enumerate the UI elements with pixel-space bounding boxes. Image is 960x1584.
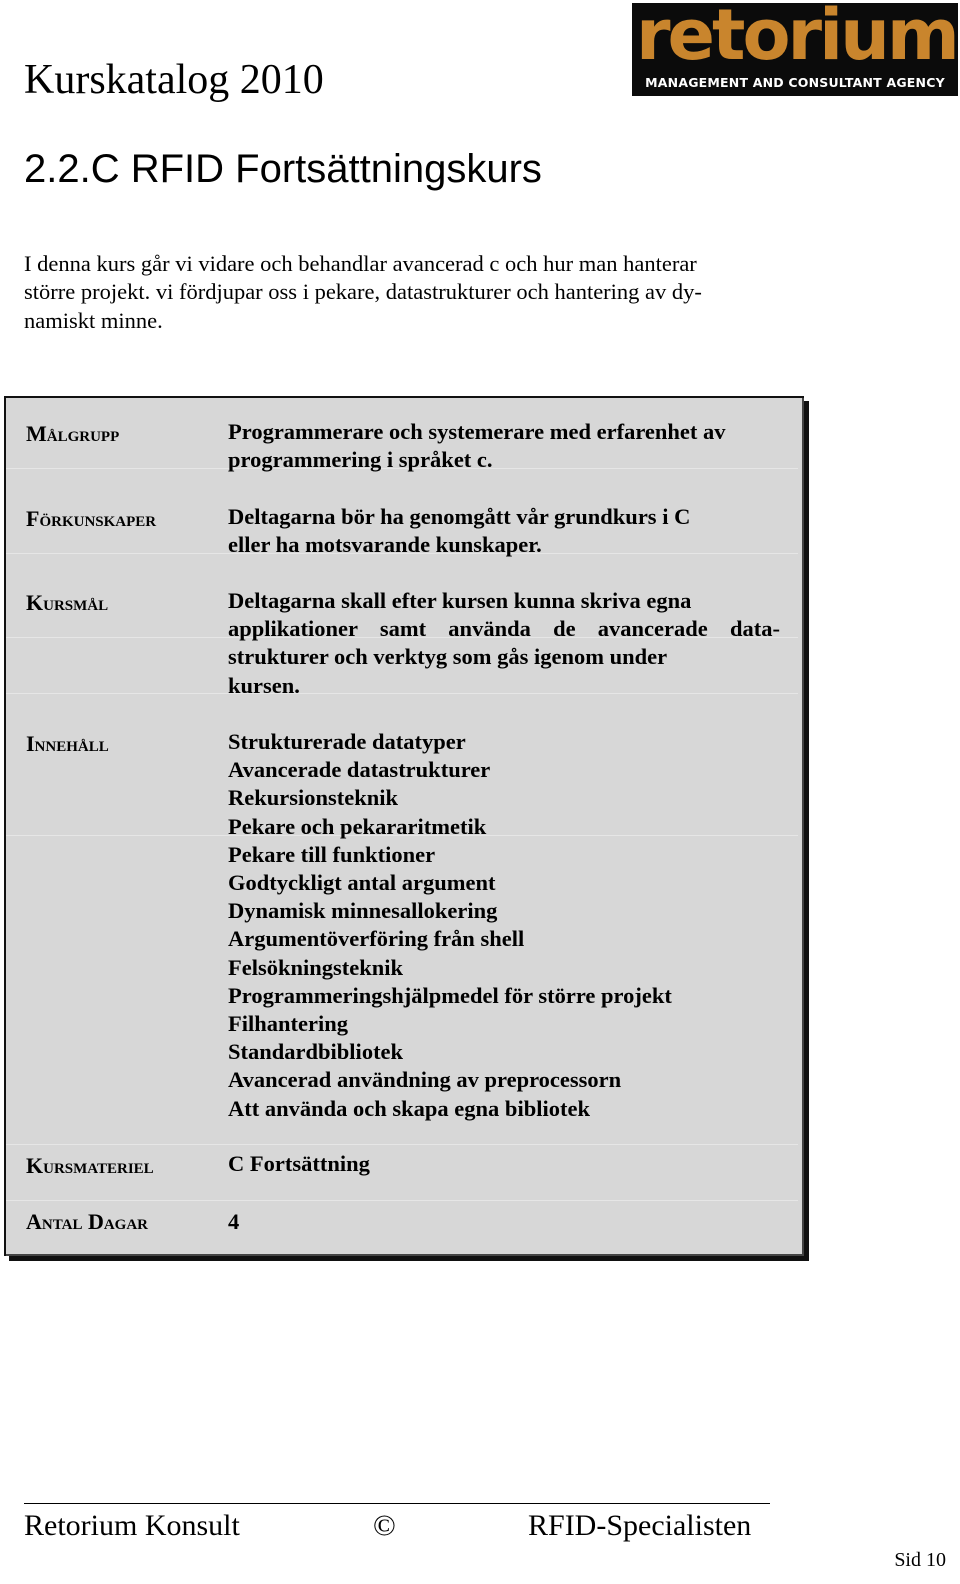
footer-company: Retorium Konsult bbox=[24, 1509, 240, 1542]
copyright-symbol: © bbox=[373, 1509, 396, 1542]
content-item: Godtyckligt antal argument bbox=[228, 870, 496, 896]
content-item: Standardbibliotek bbox=[228, 1039, 404, 1065]
content-item: Programmeringshjälpmedel för större projekt bbox=[228, 982, 672, 1008]
prerequisites-line: Deltagarna bör ha genomgått vår grundkurs i C bbox=[228, 504, 691, 529]
footer-divider bbox=[24, 1503, 770, 1504]
target-group-line: Programmerare och systemerare med erfarenhet av bbox=[228, 419, 726, 444]
intro-line: större projekt. vi fördjupar oss i pekare, datastrukturer och hantering av dy- bbox=[24, 279, 702, 305]
content-item: Felsökningsteknik bbox=[228, 954, 404, 980]
page-number: Sid 10 bbox=[894, 1549, 946, 1571]
content-item: Pekare och pekararitmetik bbox=[228, 813, 487, 839]
course-material-line: C Fortsättning bbox=[228, 1151, 370, 1176]
content-item: Dynamisk minnesallokering bbox=[228, 898, 498, 924]
section-heading: 2.2.C RFID Fortsättningskurs bbox=[24, 147, 542, 191]
number-of-days-value: 4 bbox=[228, 1209, 240, 1234]
prerequisites-value bbox=[228, 503, 780, 559]
content-item: Strukturerade datatyper bbox=[228, 729, 466, 754]
course-material-value bbox=[228, 1150, 780, 1178]
prerequisites-line: eller ha motsvarande kunskaper. bbox=[228, 532, 542, 558]
logo-wordmark: retorium bbox=[636, 0, 957, 76]
intro-line: namiskt minne. bbox=[24, 307, 163, 333]
content-label: Innehåll bbox=[26, 731, 109, 756]
course-goal-label: Kursmål bbox=[26, 590, 109, 615]
course-goal-line: strukturer och verktyg som gås igenom under bbox=[228, 644, 668, 670]
target-group-label: Målgrupp bbox=[26, 421, 120, 446]
course-material-label: Kursmateriel bbox=[26, 1153, 154, 1178]
logo-tagline: MANAGEMENT AND CONSULTANT AGENCY bbox=[645, 75, 945, 90]
content-item: Pekare till funktioner bbox=[228, 841, 436, 867]
retorium-logo bbox=[632, 0, 958, 96]
prerequisites-label: Förkunskaper bbox=[26, 506, 157, 531]
content-item: Filhantering bbox=[228, 1011, 349, 1037]
course-goal-value bbox=[228, 587, 780, 700]
content-item: Avancerade datastrukturer bbox=[228, 757, 491, 783]
catalog-title: Kurskatalog 2010 bbox=[24, 57, 324, 103]
target-group-value bbox=[228, 418, 780, 474]
content-item: Avancerad användning av preprocessorn bbox=[228, 1067, 622, 1093]
intro-line: I denna kurs går vi vidare och behandlar avancerad c och hur man hanterar bbox=[24, 251, 697, 276]
course-goal-line: applikationer samt använda de avancerade data- bbox=[228, 616, 780, 642]
intro-paragraph bbox=[24, 250, 784, 335]
footer-tagline: RFID-Specialisten bbox=[528, 1509, 752, 1542]
course-goal-line: Deltagarna skall efter kursen kunna skriva egna bbox=[228, 588, 692, 613]
content-item: Att använda och skapa egna bibliotek bbox=[228, 1095, 590, 1121]
course-info-box bbox=[4, 396, 804, 1256]
content-item: Argumentöverföring från shell bbox=[228, 926, 525, 952]
content-list bbox=[228, 728, 780, 1123]
number-of-days-label: Antal Dagar bbox=[26, 1209, 149, 1234]
course-goal-line: kursen. bbox=[228, 672, 300, 698]
target-group-line: programmering i språket c. bbox=[228, 447, 493, 473]
content-item: Rekursionsteknik bbox=[228, 785, 399, 811]
